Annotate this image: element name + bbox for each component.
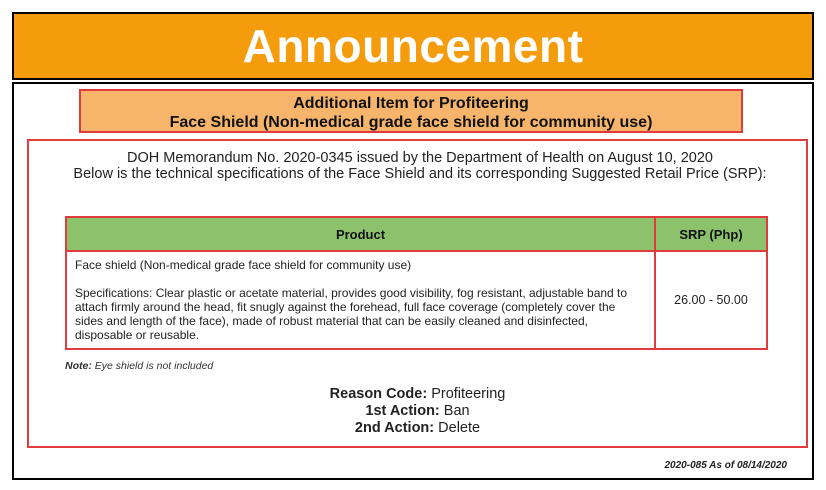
product-column-header: Product [66,217,655,251]
first-action-label: 1st Action: [365,403,440,419]
note-label: Note: [65,360,92,372]
reason-code-label: Reason Code: [329,386,428,402]
second-action-label: 2nd Action: [354,420,435,436]
announcement-title: Announcement [242,20,584,72]
note [65,360,213,372]
reason-block [27,386,808,437]
reference-footer: 2020-085 As of 08/14/2020 [664,460,787,471]
table-row [66,251,767,349]
table-header-row [66,217,767,251]
product-specifications: Specifications: Clear plastic or acetate material, provides good visibility, fog resistant, adjustable band to attach firmly around the head, fit snugly against the forehead, full face coverage (completely cover the sides and length of the face), made of robust material that can be easily cleaned and disinfected, disposable or reusable. [75,286,628,342]
heading-line-1: Additional Item for Profiteering [293,95,529,112]
memo-line-2: Below is the technical specifications of the Face Shield and its corresponding Suggested Retail Price (SRP): [73,166,767,182]
first-action-value: Ban [443,403,470,419]
product-name: Face shield (Non-medical grade face shield for community use) [75,258,412,272]
reason-code-value: Profiteering [431,386,506,402]
srp-table [65,216,768,350]
note-text: Eye shield is not included [94,360,214,372]
product-cell [66,251,655,349]
heading-line-2: Face Shield (Non-medical grade face shield for community use) [169,114,653,131]
announcement-banner [12,12,814,80]
srp-cell: 26.00 - 50.00 [655,251,767,349]
memo-line-1: DOH Memorandum No. 2020-0345 issued by the Department of Health on August 10, 2020 [127,150,713,166]
second-action-value: Delete [438,420,481,436]
memo-text [40,150,800,182]
item-heading [79,89,743,133]
srp-column-header: SRP (Php) [655,217,767,251]
